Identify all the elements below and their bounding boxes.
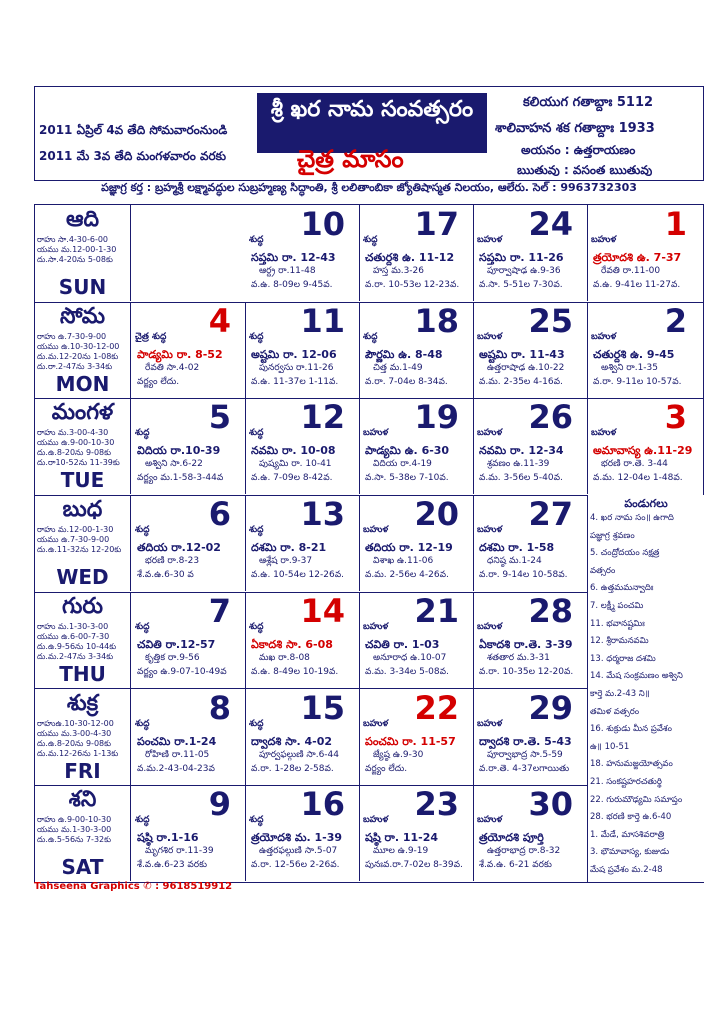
festival-item: 28. భరణి కార్తె ఉ.6-40 (590, 812, 672, 823)
paksha-label: శుద్ధ (135, 718, 150, 729)
paksha-label: శుద్ధ (135, 815, 150, 826)
paksha-label: బహుళ (477, 815, 503, 826)
varjyam-text: వ.రా. 1-28ల 2-58వ. (251, 763, 334, 774)
date-number: 20 (414, 495, 459, 534)
tithi-text: పౌర్ణమి ఉ. 8-48 (365, 347, 443, 361)
nakshatra-text: ధనిష్ఠ మ.1-24 (487, 556, 542, 567)
festival-item: వత్సరం (590, 565, 616, 576)
date-number: 26 (528, 398, 573, 437)
paksha-label: శుద్ధ (249, 525, 264, 536)
nakshatra-text: రోహిణి రా.11-05 (145, 749, 210, 760)
date-number: 18 (414, 301, 459, 340)
varjyam-text: వర్జ్యం ఉ.9-07-10-49వ (137, 666, 227, 677)
date-number: 10 (300, 205, 345, 243)
festival-item: 7. లక్ష్మీ పంచమి (590, 601, 644, 612)
varjyam-text: శే.వ.ఉ.6-23 వరకు (137, 860, 207, 871)
date-number: 23 (414, 785, 459, 824)
date-number: 30 (528, 785, 573, 824)
week-row (35, 398, 703, 496)
footer-credit: Tahseena Graphics ✆ : 9618519912 (34, 881, 233, 892)
paksha-label: బహుళ (477, 525, 503, 536)
paksha-label: శుద్ధ (249, 815, 264, 826)
date-number: 9 (208, 785, 231, 824)
date-cell (587, 205, 701, 301)
tithi-text: పంచమి రా.1-24 (137, 734, 217, 748)
weekday-cell (35, 398, 131, 494)
nakshatra-text: మఖ రా.8-08 (259, 652, 310, 663)
weekday-telugu: ఆది (65, 207, 100, 232)
festival-item: 21. సంకష్టహరచతుర్థి (590, 777, 662, 788)
date-number: 17 (414, 205, 459, 243)
date-number: 19 (414, 398, 459, 437)
month-title: చైత్ర మాసం (297, 145, 404, 173)
varjyam-text: వ.రా.తె. 4-37లగాయితు (479, 763, 570, 774)
date-number: 6 (208, 495, 231, 534)
date-cell (473, 689, 587, 785)
paksha-label: బహుళ (363, 621, 389, 632)
paksha-label: బహుళ (477, 621, 503, 632)
varjyam-text: వ.సా. 5-38ల 7-10వ. (365, 473, 449, 484)
nakshatra-text: రేవతి సా.4-02 (145, 362, 200, 373)
paksha-label: బహుళ (477, 235, 503, 245)
paksha-label: శుద్ధ (135, 525, 150, 536)
nakshatra-text: ఆర్ద్ర రా.11-48 (259, 266, 316, 276)
date-cell (359, 495, 474, 591)
tithi-text: సప్తమి రా. 12-43 (251, 251, 336, 264)
date-number: 24 (528, 205, 573, 243)
rahu-yama-timing: రాహుఉ.10-30-12-00 (37, 718, 114, 728)
paksha-label: శుద్ధ (249, 621, 264, 632)
paksha-label: శుద్ధ (249, 331, 264, 342)
nakshatra-text: పుష్యమి రా. 10-41 (259, 459, 332, 470)
tithi-text: దశమి రా. 8-21 (251, 541, 327, 555)
date-number: 13 (300, 495, 345, 534)
date-number: 16 (300, 785, 345, 824)
calendar-header (34, 86, 704, 181)
weekday-telugu: మంగళ (51, 400, 114, 426)
date-range-start: 2011 ఏప్రిల్ 4వ తేది సోమవారంనుండి (39, 123, 228, 137)
date-cell (473, 398, 588, 494)
nakshatra-text: విదియ రా.4-19 (373, 459, 432, 470)
tithi-text: ఏకాదశి రా.తె. 3-39 (479, 637, 573, 651)
tithi-text: సప్తమి రా. 11-26 (479, 251, 564, 264)
tithi-text: విదియ రా.10-39 (137, 444, 221, 458)
nakshatra-text: భరణి రా.8-23 (145, 556, 200, 567)
paksha-label: శుద్ధ (135, 621, 150, 632)
tithi-text: త్రయోదశి మ. 1-39 (251, 831, 343, 845)
weekday-english: FRI (64, 758, 101, 783)
varjyam-text: వర్జ్యం లేదు. (137, 376, 180, 387)
weekday-english: MON (55, 371, 110, 396)
nakshatra-text: పూర్వాషాఢ ఉ.9-36 (487, 266, 561, 276)
date-number: 28 (528, 591, 573, 630)
paksha-label: బహుళ (363, 718, 389, 729)
date-cell (131, 398, 246, 494)
date-number: 21 (414, 591, 459, 630)
date-number: 15 (300, 688, 345, 727)
rahu-yama-timing: రాహు మ.3-00-4-30 (37, 428, 109, 438)
date-number: 22 (414, 688, 459, 727)
tithi-text: అమావాస్య ఉ.11-29 (593, 444, 693, 458)
nakshatra-text: శ్రవణం ఉ.11-39 (487, 459, 550, 470)
nakshatra-text: జ్యేష్ఠ ఉ.9-30 (373, 749, 424, 760)
varjyam-text: వ.ఉ. 8-09ల 9-45వ. (251, 280, 333, 290)
paksha-label: బహుళ (477, 718, 503, 729)
paksha-label: బహుళ (363, 815, 389, 826)
date-cell (245, 205, 360, 301)
rahu-yama-timing: దు.మ.2-47ను 3-34కు (37, 651, 114, 661)
date-cell (473, 495, 587, 591)
paksha-label: బహుళ (591, 331, 617, 342)
date-cell (245, 592, 360, 688)
tithi-text: చతుర్దశి ఉ. 11-12 (365, 251, 455, 264)
varjyam-text: వ.రా. 10-53ల 12-23వ. (365, 280, 460, 290)
varjyam-text: వర్జ్యం మ.1-58-3-44వ (137, 473, 224, 484)
paksha-label: బహుళ (477, 331, 503, 342)
date-number: 3 (664, 398, 687, 437)
paksha-label: శుద్ధ (363, 331, 378, 342)
varjyam-text: వ.రా. 9-11ల 10-57వ. (593, 376, 682, 387)
rahu-yama-timing: యము మ.1-30-3-00 (37, 825, 112, 835)
rahu-yama-timing: దు.సా.4-20ను 5-08కు (37, 255, 113, 264)
rahu-yama-timing: రాహు ఉ.9-00-10-30 (37, 815, 112, 825)
date-cell (359, 205, 474, 301)
nakshatra-text: చిత్త మ.1-49 (373, 362, 423, 373)
varjyam-text: వ.రా. 12-56ల 2-26వ. (251, 860, 340, 871)
rahu-yama-timing: రాహు మ.12-00-1-30 (37, 525, 114, 535)
varjyam-text: వ.రా. 9-14ల 10-58వ. (479, 570, 568, 581)
nakshatra-text: విశాఖ ఉ.11-06 (373, 556, 434, 567)
festival-item: 18. హనుమజ్జయోత్సవం (590, 759, 673, 770)
varjyam-text: వ.ఉ. 10-54ల 12-26వ. (251, 570, 344, 581)
rahu-yama-timing: దు.ఉ.9-56ను 10-44కు (37, 641, 117, 651)
rahu-yama-timing: దు.మ.12-26ను 1-13కు (37, 748, 119, 758)
tithi-text: దశమి రా. 1-58 (479, 541, 555, 555)
paksha-label: బహుళ (363, 428, 389, 439)
date-number: 27 (528, 495, 573, 534)
rahu-yama-timing: దు.ఉ.11-32ను 12-20కు (37, 545, 122, 555)
nakshatra-text: ఆశ్లేష రా.9-37 (259, 556, 313, 567)
paksha-label: చైత్ర శుద్ధ (135, 331, 167, 342)
varjyam-text: వ.మ. 2-35ల 4-16వ. (479, 376, 563, 387)
date-cell (359, 592, 474, 688)
calendar-sheet (34, 86, 704, 881)
tithi-text: తదియ రా.12-02 (137, 541, 221, 555)
paksha-label: శుద్ధ (135, 428, 150, 439)
date-cell (245, 302, 360, 398)
date-cell (587, 302, 701, 398)
rahu-yama-timing: దు.మ.12-20ను 1-08కు (37, 351, 119, 361)
festival-item: 1. మేడే, మాసశివరాత్రి (590, 829, 665, 840)
date-number: 7 (208, 591, 231, 630)
varjyam-text: వ.రా. 10-35ల 12-20వ. (479, 666, 574, 677)
rahu-yama-timing: రాహు ఉ.7-30-9-00 (37, 331, 107, 341)
nakshatra-text: శతతార మ.3-31 (487, 652, 550, 663)
ayanam: అయనం : ఉత్తరాయణం (521, 143, 636, 157)
festival-item: 22. గురుమౌఢ్యమి సమాప్తం (590, 794, 683, 805)
weekday-english: SAT (61, 855, 104, 880)
date-number: 8 (208, 688, 231, 727)
date-cell (245, 689, 360, 785)
tithi-text: షష్ఠి రా.1-16 (137, 831, 199, 845)
varjyam-text: వ.మ. 3-56ల 5-40వ. (479, 473, 563, 484)
nakshatra-text: అశ్విని రా.1-35 (601, 362, 658, 373)
nakshatra-text: భరణి రా.తె. 3-44 (601, 459, 668, 470)
festivals-title: పండుగలు (624, 497, 668, 511)
tithi-text: అష్టమి రా. 12-06 (251, 347, 337, 361)
date-number: 2 (664, 301, 687, 340)
rahu-yama-timing: యము మ.3-00-4-30 (37, 728, 112, 738)
varjyam-text: పునఃవ.రా.7-02ల 8-39వ. (365, 860, 463, 871)
nakshatra-text: పూర్వాభాద్ర సా.5-59 (487, 749, 563, 760)
nakshatra-text: పూర్వఫల్గుణి సా.6-44 (259, 749, 339, 760)
date-cell (245, 495, 360, 591)
rahu-yama-timing: దు.రా10-52ను 11-39కు (37, 458, 120, 468)
festival-item: 6. ఉత్తమమన్వాదిః (590, 583, 654, 594)
date-number: 4 (208, 301, 231, 340)
tithi-text: నవమి రా. 12-34 (479, 444, 564, 458)
nakshatra-text: హస్త మ.3-26 (373, 266, 425, 276)
rahu-yama-timing: యము ఉ.9-00-10-30 (37, 438, 115, 448)
calendar-grid (34, 204, 704, 883)
weekday-cell (35, 302, 131, 398)
paksha-label: బహుళ (363, 525, 389, 536)
weekday-telugu: శుక్ర (66, 690, 99, 716)
festival-item: 14. మేష సంక్రమణం అశ్విని (590, 671, 683, 682)
date-cell (473, 302, 588, 398)
weekday-english: THU (59, 661, 106, 686)
tithi-text: ద్వాదశి సా. 4-02 (251, 734, 332, 748)
weekday-cell (35, 689, 131, 785)
rahu-yama-timing: దు.ఉ.8-20ను 9-08కు (37, 448, 112, 458)
nakshatra-text: ఉత్తరఫల్గుణి సా.5-07 (259, 846, 338, 857)
nakshatra-text: అనూరాధ ఉ.10-07 (373, 652, 447, 663)
date-cell (131, 785, 246, 881)
weekday-cell (35, 592, 131, 688)
date-cell (587, 398, 701, 494)
date-cell (245, 785, 360, 881)
date-range-end: 2011 మే 3వ తేది మంగళవారం వరకు (39, 149, 227, 163)
weekday-english: TUE (60, 468, 105, 493)
festival-item: పజ్ఞాగ్ర శ్రవణం (590, 530, 635, 541)
weekday-telugu: గురు (61, 593, 104, 619)
weekday-cell (35, 205, 131, 301)
festival-item: తమిళ వత్సరం (590, 706, 640, 717)
date-number: 1 (664, 205, 687, 243)
date-number: 29 (528, 688, 573, 727)
festival-item: 13. ధర్మరాజ దశమి (590, 653, 656, 664)
date-cell (131, 592, 246, 688)
week-row (35, 302, 703, 400)
paksha-label: శుద్ధ (363, 235, 378, 245)
week-row (35, 205, 703, 303)
varjyam-text: వర్జ్యం లేదు. (365, 763, 408, 774)
weekday-telugu: బుధ (62, 497, 103, 523)
weekday-english: WED (56, 565, 109, 590)
weekday-cell (35, 495, 131, 591)
rahu-yama-timing: రాహు మ.1-30-3-00 (37, 621, 109, 631)
nakshatra-text: అశ్విని సా.6-22 (145, 459, 203, 470)
tithi-text: ఏకాదశి సా. 6-08 (251, 637, 333, 651)
rahu-yama-timing: దు.రా.2-47ను 3-34కు (37, 361, 113, 371)
date-cell (359, 398, 474, 494)
festival-item: 12. శ్రీరామనవమి (590, 636, 649, 647)
date-cell (359, 302, 474, 398)
varjyam-text: వ.మ. 12-04ల 1-48వ. (593, 473, 683, 484)
nakshatra-text: ఉత్తరాషాఢ ఉ.10-22 (487, 362, 565, 373)
kaliyuga-year: కలియుగ గతాబ్దాః 5112 (523, 95, 654, 110)
date-number: 12 (300, 398, 345, 437)
paksha-label: బహుళ (591, 428, 617, 439)
date-cell (359, 785, 474, 881)
varjyam-text: వ.రా. 7-04ల 8-34వ. (365, 376, 448, 387)
rahu-yama-timing: యము ఉ.10-30-12-00 (37, 341, 120, 351)
date-cell (245, 398, 360, 494)
shalivahana-year: శాలివాహన శక గతాబ్దాః 1933 (495, 121, 655, 136)
varjyam-text: వ.మ.2-43-04-23వ (137, 763, 215, 774)
tithi-text: చతుర్దశి ఉ. 9-45 (593, 347, 675, 361)
nakshatra-text: పునర్వసు రా.11-26 (259, 362, 334, 373)
festival-item: 5. చంద్రోదయం నక్షత్ర (590, 548, 660, 559)
date-cell (359, 689, 474, 785)
weekday-telugu: శని (68, 787, 97, 813)
festivals-panel (587, 495, 704, 882)
weekday-cell (35, 785, 131, 881)
date-number: 5 (208, 398, 231, 437)
rahu-yama-timing: దు.ఉ.8-20ను 9-08కు (37, 738, 112, 748)
nakshatra-text: మూల ఉ.9-19 (373, 846, 429, 857)
rahu-yama-timing: యము మ.12-00-1-30 (37, 245, 117, 254)
tithi-text: త్రయోదశి ఉ. 7-37 (593, 251, 682, 264)
weekday-telugu: సోమ (60, 303, 105, 329)
tithi-text: పాడ్యమి ఉ. 6-30 (365, 444, 450, 458)
tithi-text: త్రయోదశి పూర్తి (479, 831, 544, 845)
festival-item: కార్తె మ.2-43 ని॥ (590, 689, 650, 700)
date-cell (131, 495, 246, 591)
festival-item: ఉ॥ 10-51 (590, 741, 630, 752)
nakshatra-text: కృత్తిక రా.9-56 (145, 652, 200, 663)
festival-item: మేష ప్రవేశం మ.2-48 (590, 865, 663, 876)
samvatsaram-title: శ్రీ ఖర నామ సంవత్సరం (257, 93, 487, 153)
weekday-english: SUN (58, 275, 107, 299)
paksha-label: బహుళ (591, 235, 617, 245)
varjyam-text: వ.ఉ. 8-49ల 10-19వ. (251, 666, 339, 677)
nakshatra-text: ఉత్తరాభాద్ర రా.8-32 (487, 846, 561, 857)
varjyam-text: వ.ఉ. 9-41ల 11-27వ. (593, 280, 681, 290)
rahu-yama-timing: యము ఉ.6-00-7-30 (37, 631, 110, 641)
tithi-text: అష్టమి రా. 11-43 (479, 347, 565, 361)
date-cell (473, 205, 588, 301)
date-number: 11 (300, 301, 345, 340)
tithi-text: నవమి రా. 10-08 (251, 444, 336, 458)
date-cell (473, 785, 587, 881)
rahu-yama-timing: యము ఉ.7-30-9-00 (37, 535, 110, 545)
nakshatra-text: రేవతి రా.11-00 (601, 266, 661, 276)
ruthuvu: ఋతువు : వసంత ఋతువు (517, 163, 653, 177)
paksha-label: శుద్ధ (249, 428, 264, 439)
tithi-text: షష్ఠి రా. 11-24 (365, 831, 439, 845)
nakshatra-text: మృగశిర రా.11-39 (145, 846, 214, 857)
varjyam-text: శే.వ.ఉ.6-30 వ (137, 570, 194, 581)
date-cell (473, 592, 587, 688)
tithi-text: ద్వాదశి రా.తె. 5-43 (479, 734, 572, 748)
festival-item: 4. ఖర నామ సం॥ ఉగాది (590, 513, 674, 524)
paksha-label: శుద్ధ (249, 235, 264, 245)
tithi-text: తదియ రా. 12-19 (365, 541, 453, 555)
rahu-yama-timing: రాహు సా.4-30-6-00 (37, 235, 109, 244)
tithi-text: పంచమి రా. 11-57 (365, 734, 456, 748)
date-number: 25 (528, 301, 573, 340)
tithi-text: చవితి రా. 1-03 (365, 637, 440, 651)
publisher-line: పజ్ఞాగ్ర కర్త : బ్రహ్మశ్రీ లక్ష్మావద్ధుల సుబ్రహ్మణ్య సిద్ధాంతి, శ్రీ లలితాంబికా జ్యోతిషాస్మత నిలయం, ఆలేరు. సెల్ : 9963732303 (101, 181, 637, 194)
varjyam-text: వ.ఉ. 11-37ల 1-11వ. (251, 376, 339, 387)
varjyam-text: వ.ఉ. 7-09ల 8-42వ. (251, 473, 333, 484)
date-cell (131, 689, 246, 785)
varjyam-text: వ.మ. 2-56ల 4-26వ. (365, 570, 449, 581)
paksha-label: శుద్ధ (249, 718, 264, 729)
varjyam-text: వ.సా. 5-51ల 7-30వ. (479, 280, 563, 290)
paksha-label: బహుళ (477, 428, 503, 439)
tithi-text: పాడ్యమి రా. 8-52 (137, 347, 223, 361)
festival-item: 16. శుక్రుడు మీన ప్రవేశం (590, 724, 672, 735)
date-cell (131, 302, 246, 398)
tithi-text: చవితి రా.12-57 (137, 637, 216, 651)
varjyam-text: వ.మ. 3-34ల 5-08వ. (365, 666, 449, 677)
festival-item: 3. భౌమావాస్య, కుజుడు (590, 847, 670, 858)
rahu-yama-timing: దు.ఉ.5-56ను 7-32కు (37, 835, 112, 845)
festival-item: 11. భవానష్టమిః (590, 618, 645, 629)
varjyam-text: శే.వ.ఉ. 6-21 వరకు (479, 860, 552, 871)
date-number: 14 (300, 591, 345, 630)
